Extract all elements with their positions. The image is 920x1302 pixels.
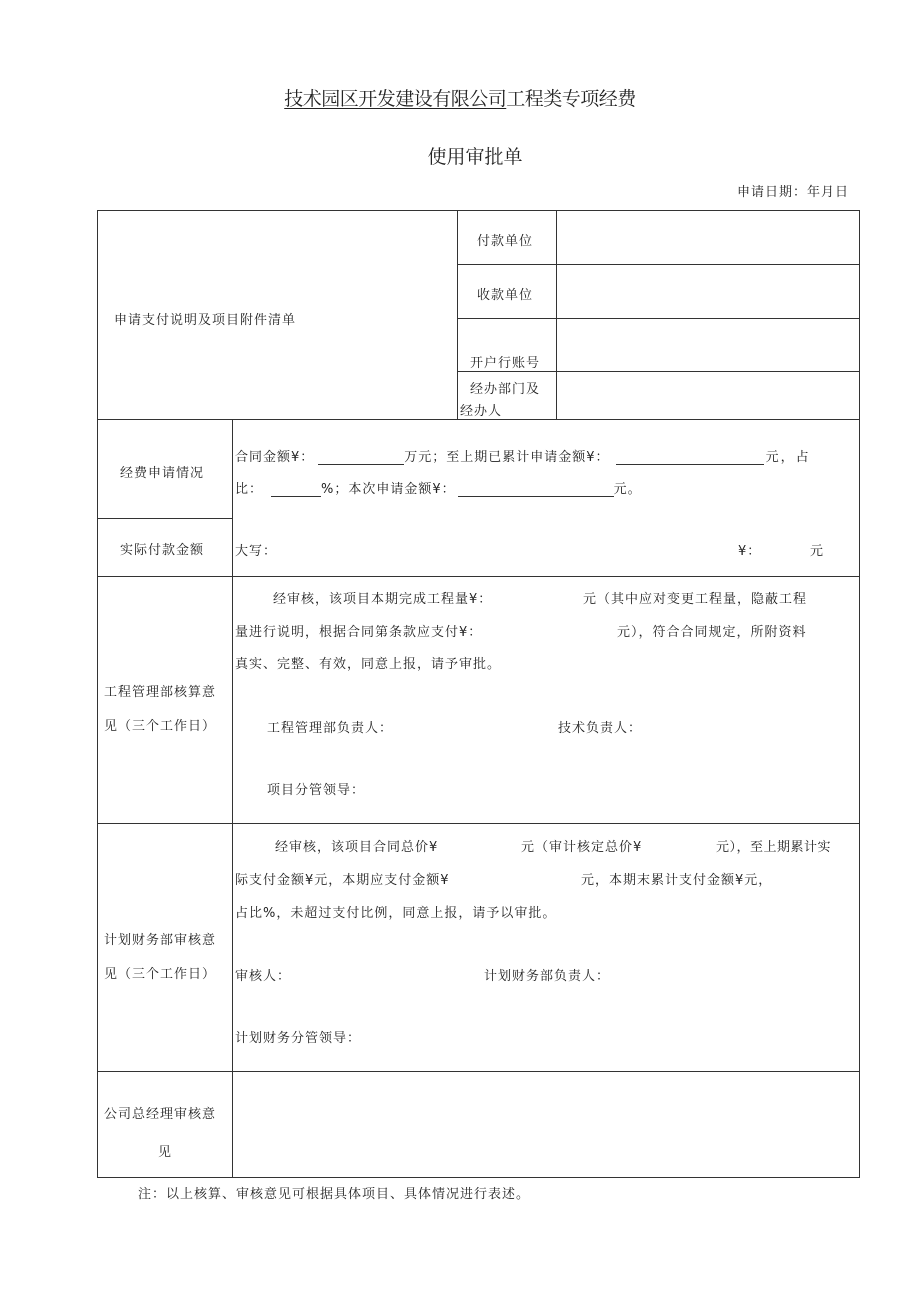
divider — [556, 210, 557, 420]
engineering-label-1: 工程管理部核算意 — [104, 685, 217, 700]
form-title — [0, 84, 920, 111]
project-leader-signature: 项目分管领导： — [267, 783, 366, 798]
yuan-zhan-text: 元，占 — [765, 450, 811, 465]
engineering-text-2a: 量进行说明，根据合同第条款应支付¥： — [235, 625, 483, 640]
this-time-label: %；本次申请金额¥： — [321, 482, 456, 497]
ratio-blank — [271, 482, 321, 497]
payment-description-label: 申请支付说明及项目附件清单 — [114, 313, 297, 328]
daxie-label: 大写： — [235, 544, 278, 559]
finance-text-3: 占比%，未超过支付比例，同意上报，请予以审批。 — [235, 906, 557, 921]
divider — [97, 518, 232, 519]
table-border-right — [859, 210, 860, 1178]
engineering-text-1b: 元（其中应对变更工程量，隐蔽工程 — [583, 592, 808, 607]
yuan-unit: 元 — [810, 544, 825, 559]
divider — [457, 318, 860, 319]
finance-text-1b: 元（审计核定总价¥ — [521, 840, 643, 855]
handling-dept-label: 经办部门及 — [470, 382, 541, 397]
actual-payment-label: 实际付款金额 — [120, 543, 205, 558]
ratio-label: 比： — [235, 482, 264, 497]
divider — [97, 576, 860, 577]
funding-line-2 — [235, 478, 642, 497]
form-title-rest: 工程类专项经费 — [506, 88, 636, 110]
finance-head-signature: 计划财务部负责人： — [484, 969, 611, 984]
finance-text-1a: 经审核，该项目合同总价¥ — [275, 840, 439, 855]
engineering-label-2: 见（三个工作日） — [104, 719, 217, 734]
payer-label: 付款单位 — [477, 234, 534, 249]
divider — [97, 823, 860, 824]
gm-label-2: 见 — [158, 1145, 173, 1160]
yen-label: ¥： — [738, 544, 762, 559]
table-border-top — [97, 210, 860, 211]
gm-label-1: 公司总经理审核意 — [104, 1107, 217, 1122]
apply-date: 申请日期：年月日 — [737, 185, 850, 200]
this-time-amount-blank — [458, 482, 614, 497]
company-name: 技术园区开发建设有限公司 — [284, 88, 507, 110]
divider — [97, 419, 860, 420]
payee-label: 收款单位 — [477, 288, 534, 303]
contract-amount-label: 合同金额¥： — [235, 450, 315, 465]
funding-line-1 — [235, 446, 811, 465]
reviewer-signature: 审核人： — [235, 969, 292, 984]
engineering-text-3: 真实、完整、有效，同意上报，请予审批。 — [235, 657, 502, 672]
divider — [232, 419, 233, 1178]
engineering-text-1a: 经审核，该项目本期完成工程量¥： — [273, 592, 493, 607]
footnote: 注：以上核算、审核意见可根据具体项目、具体情况进行表述。 — [138, 1187, 531, 1202]
engineering-text-2b: 元），符合合同规定，所附资料 — [617, 625, 807, 640]
divider — [457, 264, 860, 265]
form-subtitle: 使用审批单 — [427, 146, 523, 168]
finance-leader-signature: 计划财务分管领导： — [235, 1031, 362, 1046]
finance-text-1c: 元），至上期累计实 — [716, 840, 832, 855]
wanyuan-text: 万元；至上期已累计申请金额¥： — [404, 450, 610, 465]
yuan-end: 元。 — [613, 482, 642, 497]
finance-text-2a: 际支付金额¥元，本期应支付金额¥ — [235, 873, 450, 888]
finance-text-2b: 元，本期末累计支付金额¥元， — [581, 873, 773, 888]
handler-label: 经办人 — [460, 404, 503, 419]
table-border-bottom — [97, 1177, 860, 1178]
divider — [457, 371, 860, 372]
contract-amount-blank — [318, 450, 404, 465]
table-border-left — [97, 210, 98, 1178]
engineering-head-signature: 工程管理部负责人： — [267, 721, 394, 736]
cumulative-amount-blank — [616, 450, 764, 465]
finance-label-2: 见（三个工作日） — [104, 967, 217, 982]
bank-account-label: 开户行账号 — [470, 356, 541, 371]
divider — [97, 1071, 860, 1072]
funding-label: 经费申请情况 — [120, 466, 205, 481]
finance-label-1: 计划财务部审核意 — [104, 933, 217, 948]
tech-lead-signature: 技术负责人： — [558, 721, 643, 736]
divider — [457, 210, 458, 420]
